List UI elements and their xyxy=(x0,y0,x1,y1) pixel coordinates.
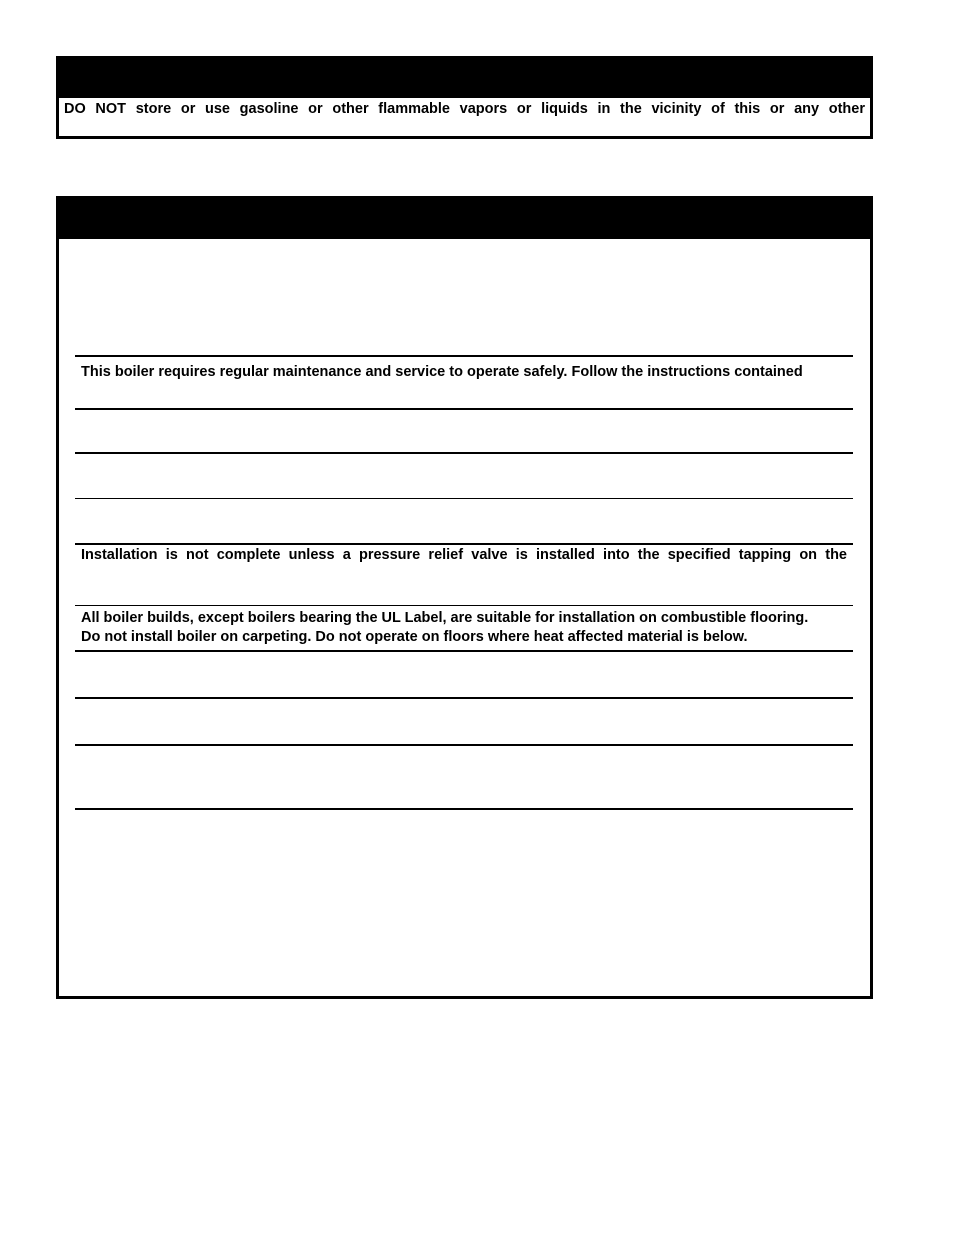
section-divider xyxy=(75,408,853,410)
main-warning-box xyxy=(56,196,873,999)
section-divider xyxy=(75,543,853,545)
section-divider xyxy=(75,355,853,357)
carpeting-notice: Do not install boiler on carpeting. Do not operate on floors where heat affected material is below. xyxy=(81,629,748,645)
main-warning-header-bar xyxy=(59,199,870,239)
section-divider xyxy=(75,498,853,499)
top-warning-text: DO NOT store or use gasoline or other flammable vapors or liquids in the vicinity of this or any other xyxy=(64,101,865,117)
flooring-notice: All boiler builds, except boilers bearing the UL Label, are suitable for installation on combustible flooring. xyxy=(81,610,809,626)
section-divider xyxy=(75,744,853,746)
section-divider xyxy=(75,650,853,652)
relief-valve-notice: Installation is not complete unless a pressure relief valve is installed into the specified tapping on the xyxy=(81,547,847,563)
section-divider xyxy=(75,808,853,810)
top-warning-header-bar xyxy=(59,59,870,98)
maintenance-notice: This boiler requires regular maintenance and service to operate safely. Follow the instructions contained xyxy=(81,364,803,380)
section-divider xyxy=(75,697,853,699)
section-divider xyxy=(75,605,853,606)
top-warning-box xyxy=(56,56,873,139)
section-divider xyxy=(75,452,853,454)
